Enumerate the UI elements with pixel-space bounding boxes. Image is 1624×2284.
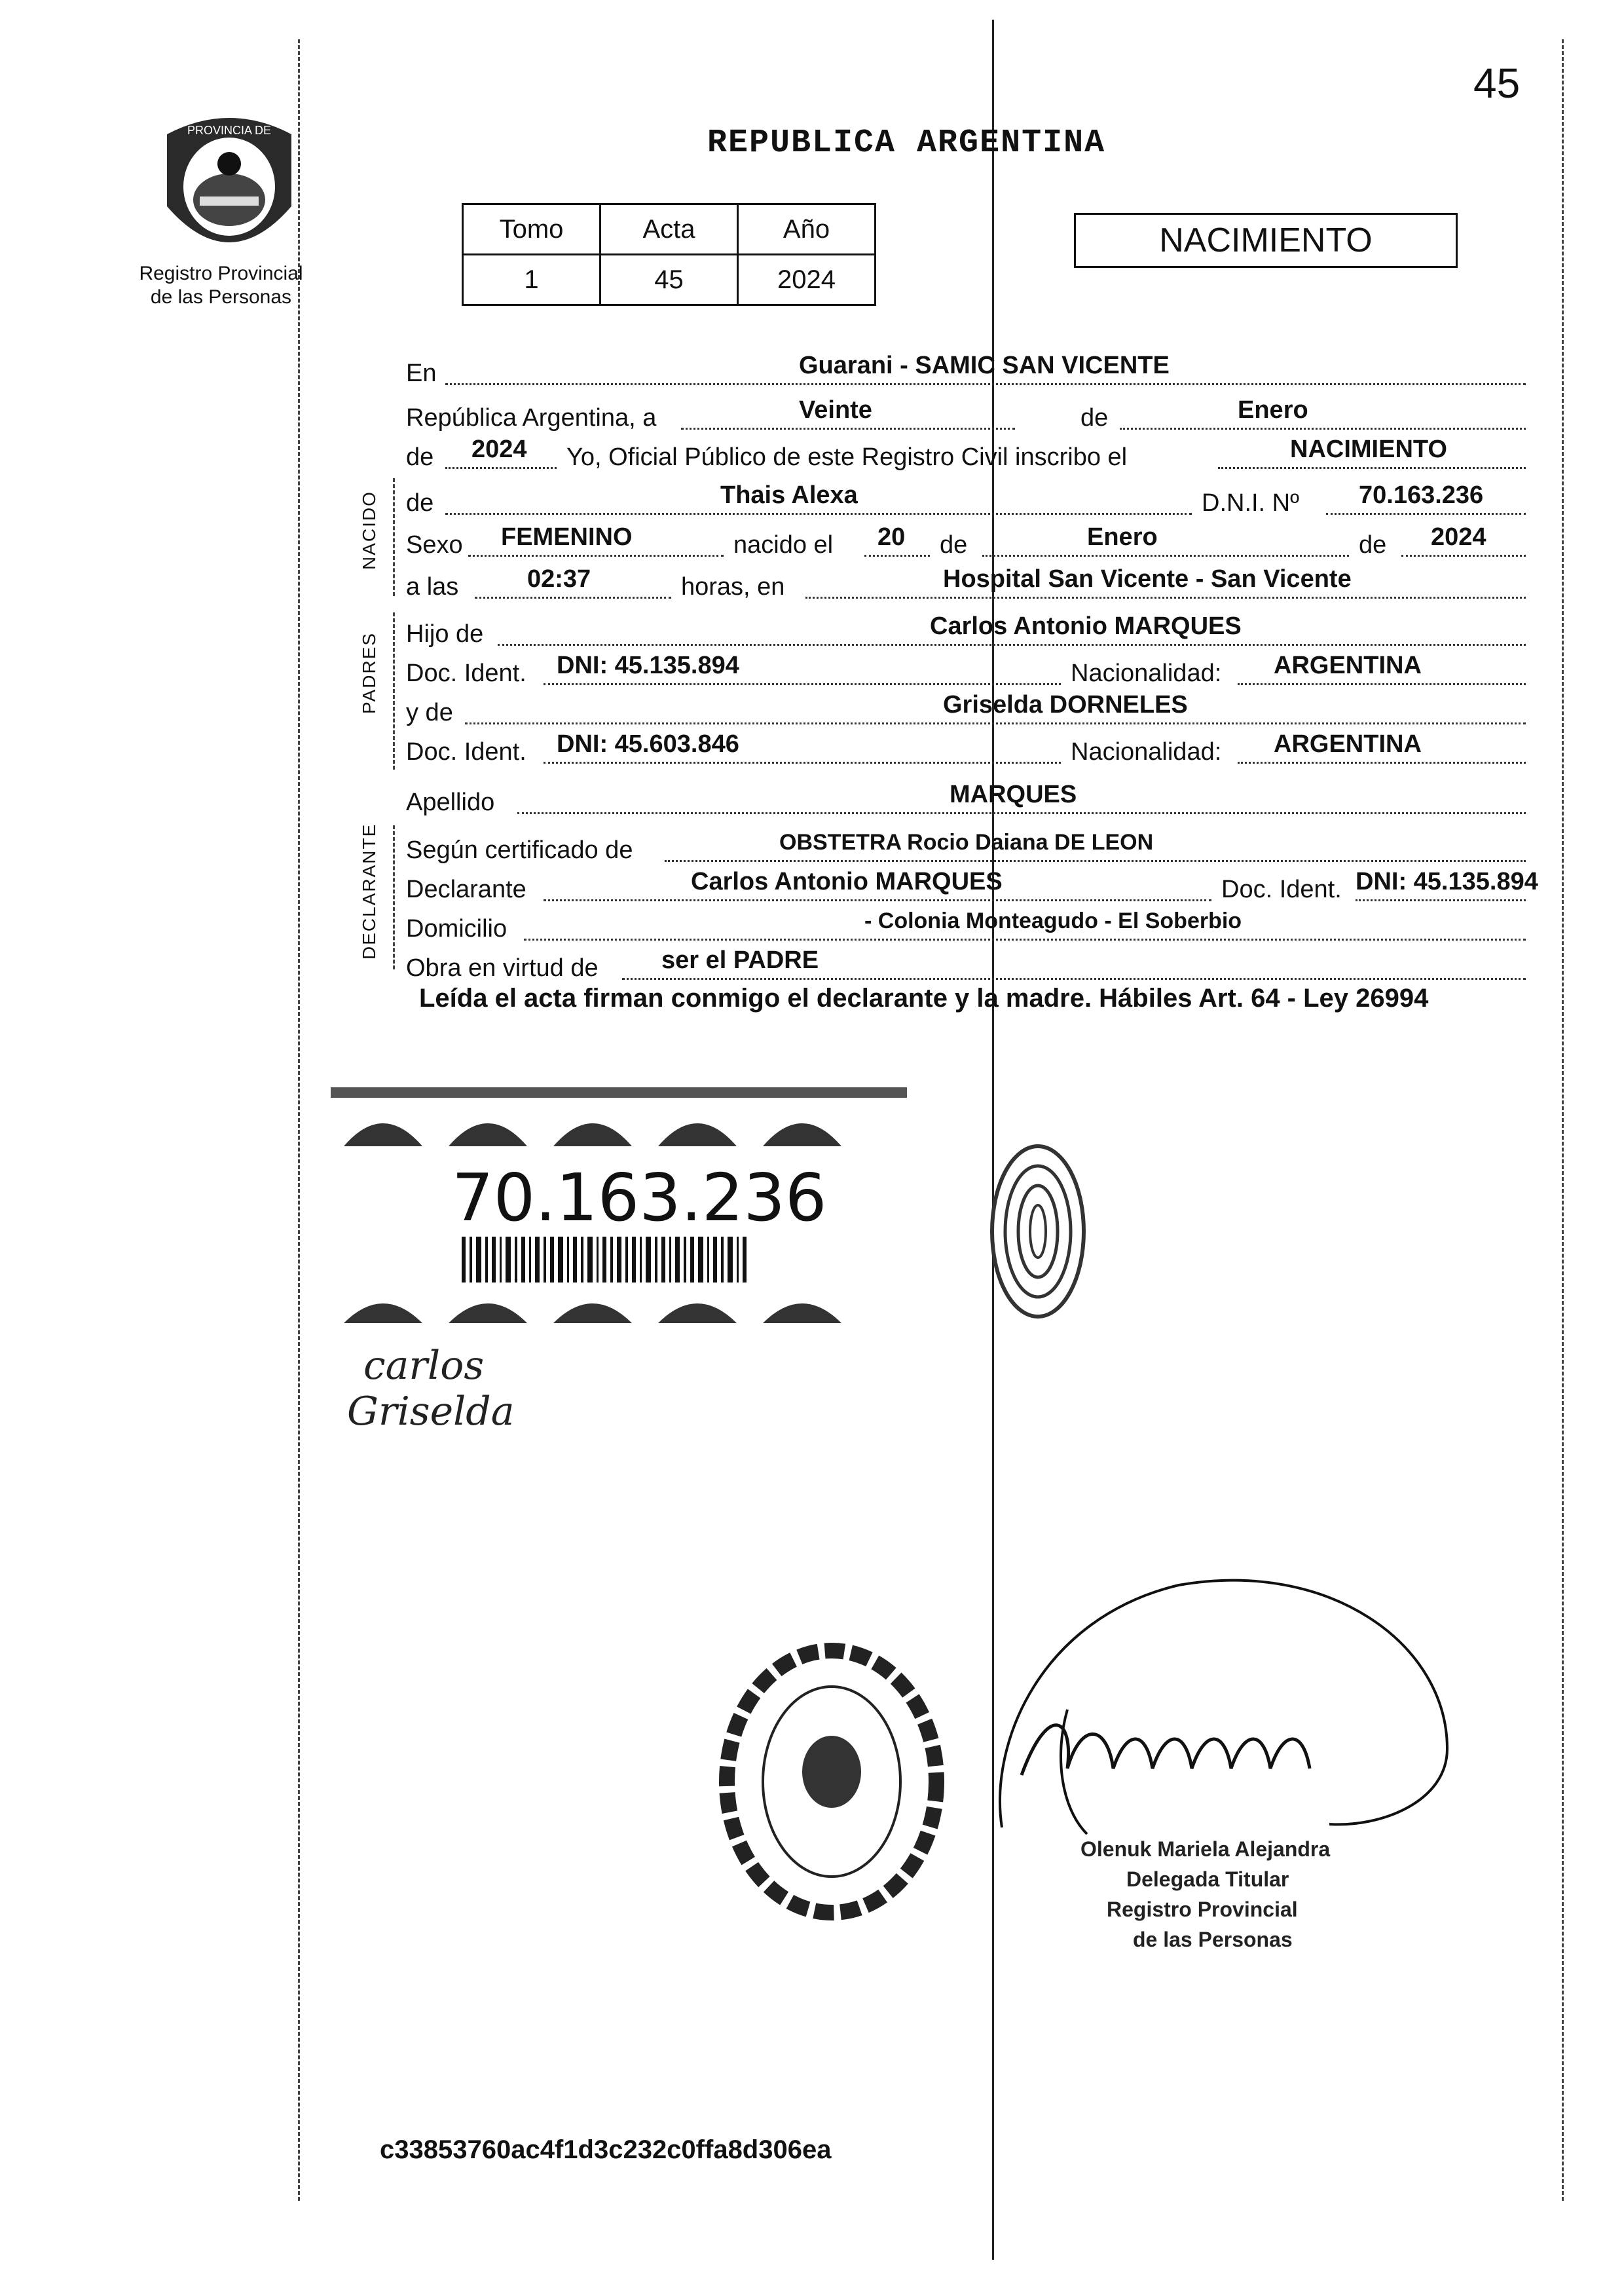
de2-label: de: [406, 443, 434, 471]
official-stamp-block: [1080, 1834, 1330, 1955]
registry-header-ano: Año: [738, 204, 876, 255]
year-value: 2024: [471, 436, 527, 463]
right-margin-line: [1562, 39, 1564, 2201]
mother-nationality-value: ARGENTINA: [1274, 730, 1422, 758]
father-nationality-value: ARGENTINA: [1274, 652, 1422, 679]
apellido-label: Apellido: [406, 789, 495, 816]
certificate-fill: [665, 824, 1526, 862]
month-value: Enero: [1238, 396, 1308, 424]
nacido-bar: [393, 478, 395, 596]
a-las-label: a las: [406, 573, 459, 601]
shield-text-bottom: MISIONES: [197, 242, 261, 257]
official-seal-stamp: [714, 1638, 950, 1926]
row-domicilio: [406, 903, 1526, 947]
nacido-el-label: nacido el: [733, 531, 834, 559]
segun-label: Según certificado de: [406, 836, 633, 864]
dni-sticker: [331, 1087, 907, 1323]
registry-value-tomo: 1: [463, 255, 600, 305]
row-apellido: [406, 776, 1526, 821]
logo-caption-line1: Registro Provincial: [139, 263, 303, 284]
sexo-fill: [468, 519, 724, 557]
dni-fill: [1326, 477, 1526, 515]
mother-doc-value: DNI: 45.603.846: [557, 730, 739, 758]
registry-table-value-row: [463, 255, 876, 305]
row-en: [406, 347, 1526, 392]
mother-name-value: Griselda DORNELES: [943, 691, 1188, 719]
de-label: de: [1080, 404, 1109, 432]
left-margin-line: [298, 39, 300, 2201]
father-doc-label: Doc. Ident.: [406, 660, 526, 687]
time-value: 02:37: [527, 565, 591, 593]
obra-label: Obra en virtud de: [406, 954, 599, 982]
declarante-fill: [544, 863, 1211, 901]
en-value: Guarani - SAMIC SAN VICENTE: [799, 352, 1170, 379]
republica-label: República Argentina, a: [406, 404, 657, 432]
official-registry-line1: Registro Provincial: [1107, 1898, 1298, 1921]
day-fill: [681, 392, 1015, 430]
declarante-label: Declarante: [406, 876, 526, 903]
mother-nac-label: Nacionalidad:: [1071, 738, 1222, 766]
certificate-value: OBSTETRA Rocio Daiana DE LEON: [779, 830, 1154, 855]
registry-value-acta: 45: [600, 255, 738, 305]
inscribo-value: NACIMIENTO: [1290, 436, 1447, 463]
padres-side-label: PADRES: [359, 631, 379, 714]
child-dni-value: 70.163.236: [1359, 481, 1484, 509]
provincial-shield-logo: [154, 108, 304, 272]
year-fill: [445, 431, 557, 469]
official-title: Delegada Titular: [1126, 1867, 1289, 1891]
logo-caption: [134, 262, 308, 309]
declarante-value: Carlos Antonio MARQUES: [691, 868, 1003, 895]
fingerprint-icon: [986, 1140, 1090, 1323]
declarante-doc-fill: [1356, 863, 1538, 901]
handwritten-griselda: Griselda: [347, 1389, 515, 1434]
mother-doc-label: Doc. Ident.: [406, 738, 526, 766]
father-name-value: Carlos Antonio MARQUES: [930, 612, 1242, 640]
domicilio-fill: [524, 903, 1526, 941]
closing-text: Leída el acta firman conmigo el declarante y la madre. Hábiles Art. 64 - Ley 26994: [419, 984, 1429, 1013]
logo-caption-line2: de las Personas: [150, 286, 292, 308]
day-value: Veinte: [799, 396, 872, 424]
row-nacido-hora: [406, 561, 1526, 605]
nacido-de-label: de: [406, 489, 434, 517]
sexo-value: FEMENINO: [501, 523, 633, 551]
shield-text-top: PROVINCIA DE: [187, 124, 272, 137]
oficial-text: Yo, Oficial Público de este Registro Civil inscribo el: [566, 443, 1128, 471]
official-signature: [963, 1559, 1473, 1873]
mother-nac-fill: [1238, 726, 1526, 764]
row-mother-doc: [406, 726, 1526, 770]
registry-header-tomo: Tomo: [463, 204, 600, 255]
father-nac-fill: [1238, 647, 1526, 685]
sticker-bottom-pattern: [331, 1284, 907, 1323]
sexo-label: Sexo: [406, 531, 463, 559]
declarante-bar: [393, 825, 395, 969]
time-fill: [475, 561, 671, 599]
handwritten-carlos: carlos: [363, 1343, 485, 1389]
horas-label: horas, en: [681, 573, 785, 601]
dni-label: D.N.I. Nº: [1202, 489, 1299, 517]
father-doc-fill: [544, 647, 1061, 685]
birth-de-label: de: [940, 531, 968, 559]
apellido-value: MARQUES: [950, 781, 1077, 808]
father-nac-label: Nacionalidad:: [1071, 660, 1222, 687]
inscribo-fill: [1218, 431, 1526, 469]
declarante-doc-value: DNI: 45.135.894: [1356, 868, 1538, 895]
mother-fill: [465, 686, 1526, 724]
father-doc-value: DNI: 45.135.894: [557, 652, 739, 679]
registry-table: [462, 203, 876, 306]
nacido-side-label: NACIDO: [359, 491, 379, 570]
birth-day-value: 20: [877, 523, 906, 551]
place-value: Hospital San Vicente - San Vicente: [943, 565, 1352, 593]
sticker-top-pattern: [331, 1087, 907, 1146]
obra-value: ser el PADRE: [661, 946, 819, 974]
name-fill: [445, 477, 1192, 515]
official-registry-line2: de las Personas: [1133, 1928, 1293, 1951]
birth-year-fill: [1401, 519, 1526, 557]
declarante-side-label: DECLARANTE: [359, 823, 379, 960]
declarante-doc-label: Doc. Ident.: [1221, 876, 1342, 903]
page-number: 45: [1473, 60, 1521, 107]
registry-value-ano: 2024: [738, 255, 876, 305]
record-type-box: NACIMIENTO: [1074, 213, 1458, 268]
birth-month-fill: [982, 519, 1349, 557]
padres-bar: [393, 612, 395, 770]
document-heading: REPUBLICA ARGENTINA: [707, 124, 1106, 162]
sticker-dni-number: 70.163.236: [452, 1159, 827, 1236]
father-fill: [498, 608, 1526, 646]
en-label: En: [406, 360, 437, 387]
official-name: Olenuk Mariela Alejandra: [1080, 1837, 1331, 1861]
row-year: [406, 431, 1526, 476]
apellido-fill: [517, 776, 1526, 814]
obra-fill: [622, 942, 1526, 980]
month-fill: [1120, 392, 1526, 430]
row-obra: [406, 942, 1526, 986]
birth-day-fill: [864, 519, 930, 557]
place-fill: [805, 561, 1526, 599]
en-fill: [445, 347, 1526, 385]
birth-month-value: Enero: [1087, 523, 1158, 551]
birth-de2-label: de: [1359, 531, 1387, 559]
registry-table-header-row: [463, 204, 876, 255]
y-de-label: y de: [406, 699, 453, 726]
child-name-value: Thais Alexa: [720, 481, 858, 509]
barcode-icon: [462, 1237, 776, 1282]
hijo-de-label: Hijo de: [406, 620, 484, 648]
domicilio-value: - Colonia Monteagudo - El Soberbio: [864, 908, 1242, 933]
domicilio-label: Domicilio: [406, 915, 507, 943]
mother-doc-fill: [544, 726, 1061, 764]
document-hash: c33853760ac4f1d3c232c0ffa8d306ea: [380, 2135, 832, 2164]
registry-header-acta: Acta: [600, 204, 738, 255]
birth-year-value: 2024: [1431, 523, 1486, 551]
